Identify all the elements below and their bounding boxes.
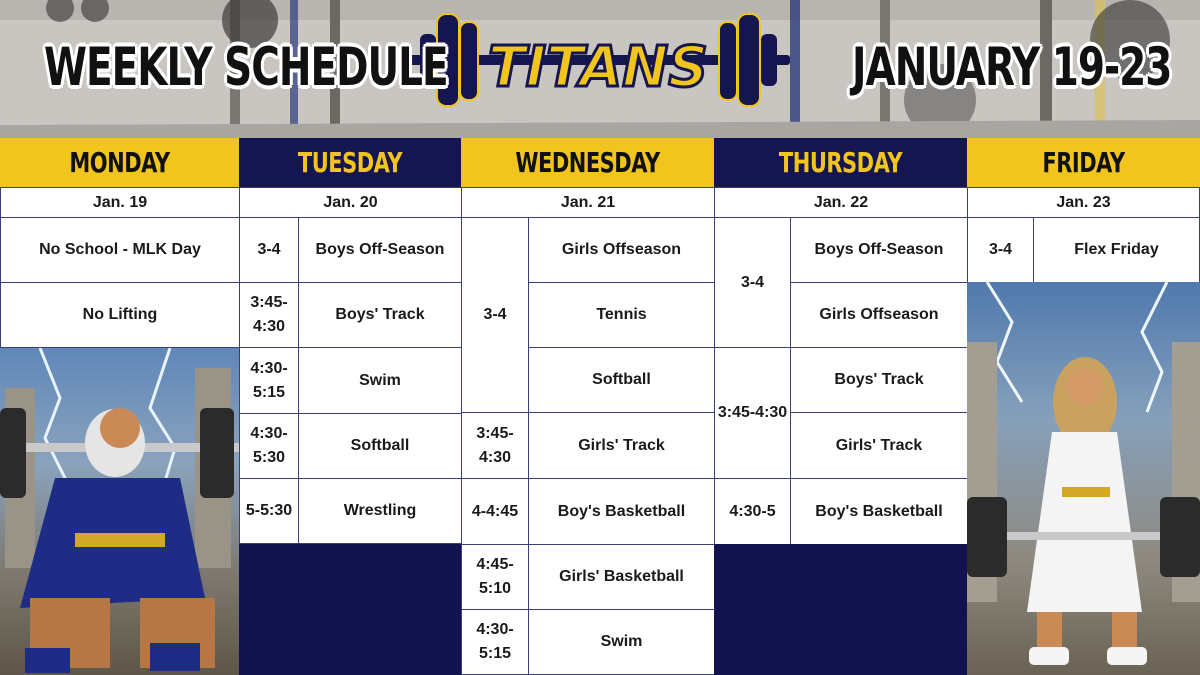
tuesday-activity: Swim [298,347,462,414]
tuesday-activity: Wrestling [298,478,462,544]
thursday-activity: Girls Offseason [790,282,968,348]
thursday-activity: Boys' Track [790,347,968,413]
wednesday-activity: Girls Offseason [528,217,715,283]
monday-note: No Lifting [0,282,240,348]
wednesday-activity: Tennis [528,282,715,348]
date-friday: Jan. 23 [967,187,1200,218]
monday-note: No School - MLK Day [0,217,240,283]
tuesday-time: 5-5:30 [239,478,299,544]
tuesday-empty-block [239,544,462,675]
tuesday-activity: Boys' Track [298,282,462,348]
wednesday-activity: Swim [528,609,715,675]
goddess-illustration [967,282,1200,675]
tuesday-time: 4:30- 5:30 [239,413,299,479]
wednesday-time: 3-4 [461,217,529,413]
header-banner [0,0,1200,138]
date-wednesday: Jan. 21 [461,187,715,218]
wednesday-time: 4:30- 5:15 [461,609,529,675]
tuesday-activity: Boys Off-Season [298,217,462,283]
date-tuesday: Jan. 20 [239,187,462,218]
day-header-thursday: THURSDAY [714,138,967,187]
thursday-time: 4:30-5 [714,478,791,545]
friday-time: 3-4 [967,217,1034,283]
day-header-friday: FRIDAY [967,138,1200,187]
wednesday-activity: Girls' Track [528,412,715,479]
wednesday-activity: Boy's Basketball [528,478,715,545]
date-thursday: Jan. 22 [714,187,968,218]
tuesday-time: 3:45- 4:30 [239,282,299,348]
day-header-wednesday: WEDNESDAY [461,138,714,187]
thursday-time: 3:45-4:30 [714,347,791,479]
thursday-activity: Boys Off-Season [790,217,968,283]
thursday-empty-block [714,544,968,675]
tuesday-time: 4:30- 5:15 [239,347,299,414]
wednesday-activity: Girls' Basketball [528,544,715,610]
wednesday-time: 3:45- 4:30 [461,412,529,479]
logo-text: TITANS [488,35,708,100]
tuesday-time: 3-4 [239,217,299,283]
thursday-time: 3-4 [714,217,791,348]
zeus-illustration [0,348,239,675]
day-header-tuesday: TUESDAY [239,138,461,187]
friday-activity: Flex Friday [1033,217,1200,283]
tuesday-activity: Softball [298,413,462,479]
wednesday-activity: Softball [528,347,715,413]
thursday-activity: Girls' Track [790,412,968,479]
day-header-monday: MONDAY [0,138,239,187]
wednesday-time: 4-4:45 [461,478,529,545]
date-monday: Jan. 19 [0,187,240,218]
date-range-title: JANUARY 19-23 [852,37,1172,99]
wednesday-time: 4:45- 5:10 [461,544,529,610]
thursday-activity: Boy's Basketball [790,478,968,545]
page-title: WEEKLY SCHEDULE [44,37,448,99]
